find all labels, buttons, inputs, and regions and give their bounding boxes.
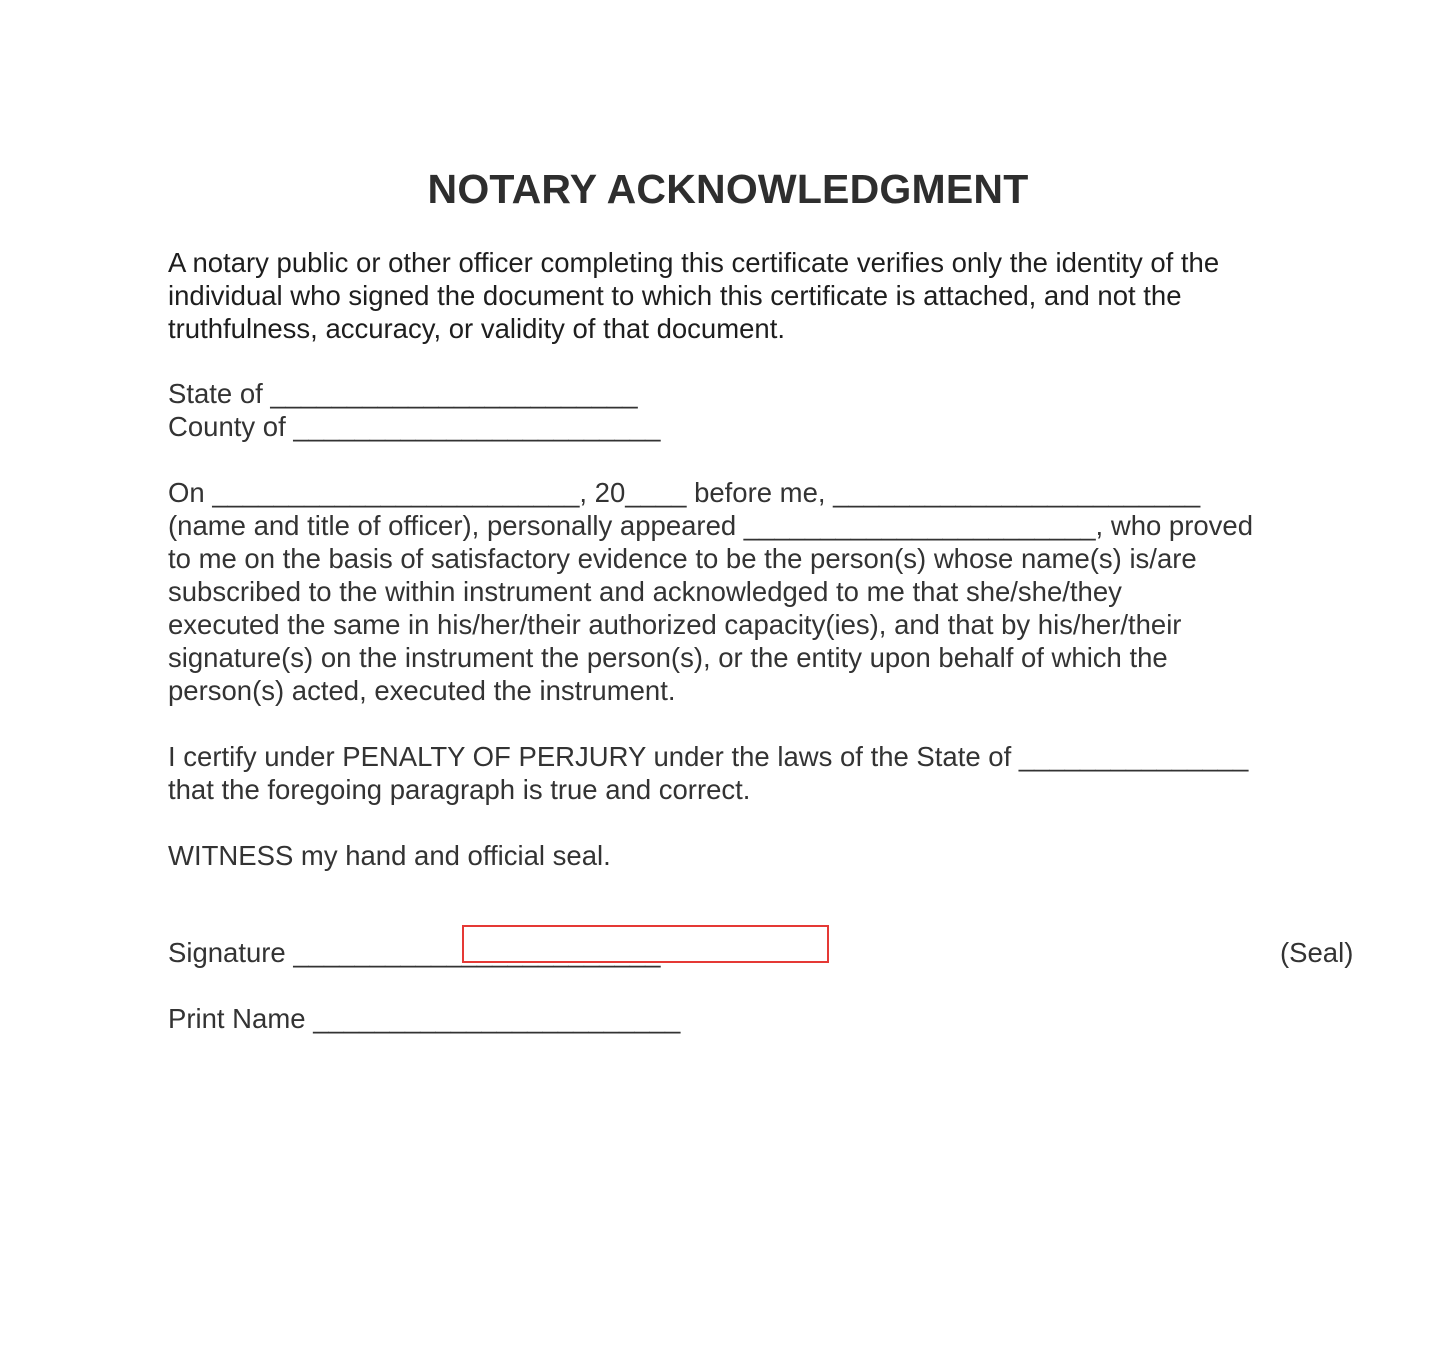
print-name-label: Print Name xyxy=(168,1003,306,1034)
county-of-field: County of ________________________ xyxy=(168,411,661,442)
perjury-certification: I certify under PENALTY OF PERJURY under the laws of the State of _______________ that the foregoing paragraph is true and correct. xyxy=(168,741,1249,805)
print-name-line xyxy=(168,1002,680,1035)
seal-label: (Seal) xyxy=(1280,937,1354,968)
signature-input-box[interactable] xyxy=(462,925,829,963)
state-of-field: State of ________________________ xyxy=(168,378,638,409)
intro-paragraph: A notary public or other officer completing this certificate verifies only the identity of the individual who signed the document to which this certificate is attached, and not the truthfulness, accuracy, or validity of that document. xyxy=(168,247,1220,344)
signature-label: Signature xyxy=(168,937,286,968)
document-title: NOTARY ACKNOWLEDGMENT xyxy=(427,166,1029,212)
signature-blank: ________________________ xyxy=(293,937,661,968)
witness-statement: WITNESS my hand and official seal. xyxy=(168,840,611,871)
print-name-blank[interactable]: ________________________ xyxy=(313,1003,681,1034)
acknowledgment-paragraph: On ________________________, 20____ before me, ________________________ (name and title of officer), personally appeared _______________________, who proved to me on the basis of satisfactory evidence to be the person(s) whose name(s) is/are subscribed to the within instrument and acknowledged to me that she/she/they executed the same in his/her/their authorized capacity(ies), and that by his/her/their signature(s) on the instrument the person(s), or the entity upon behalf of which the person(s) acted, executed the instrument. xyxy=(168,477,1254,706)
venue-fields xyxy=(168,377,660,443)
